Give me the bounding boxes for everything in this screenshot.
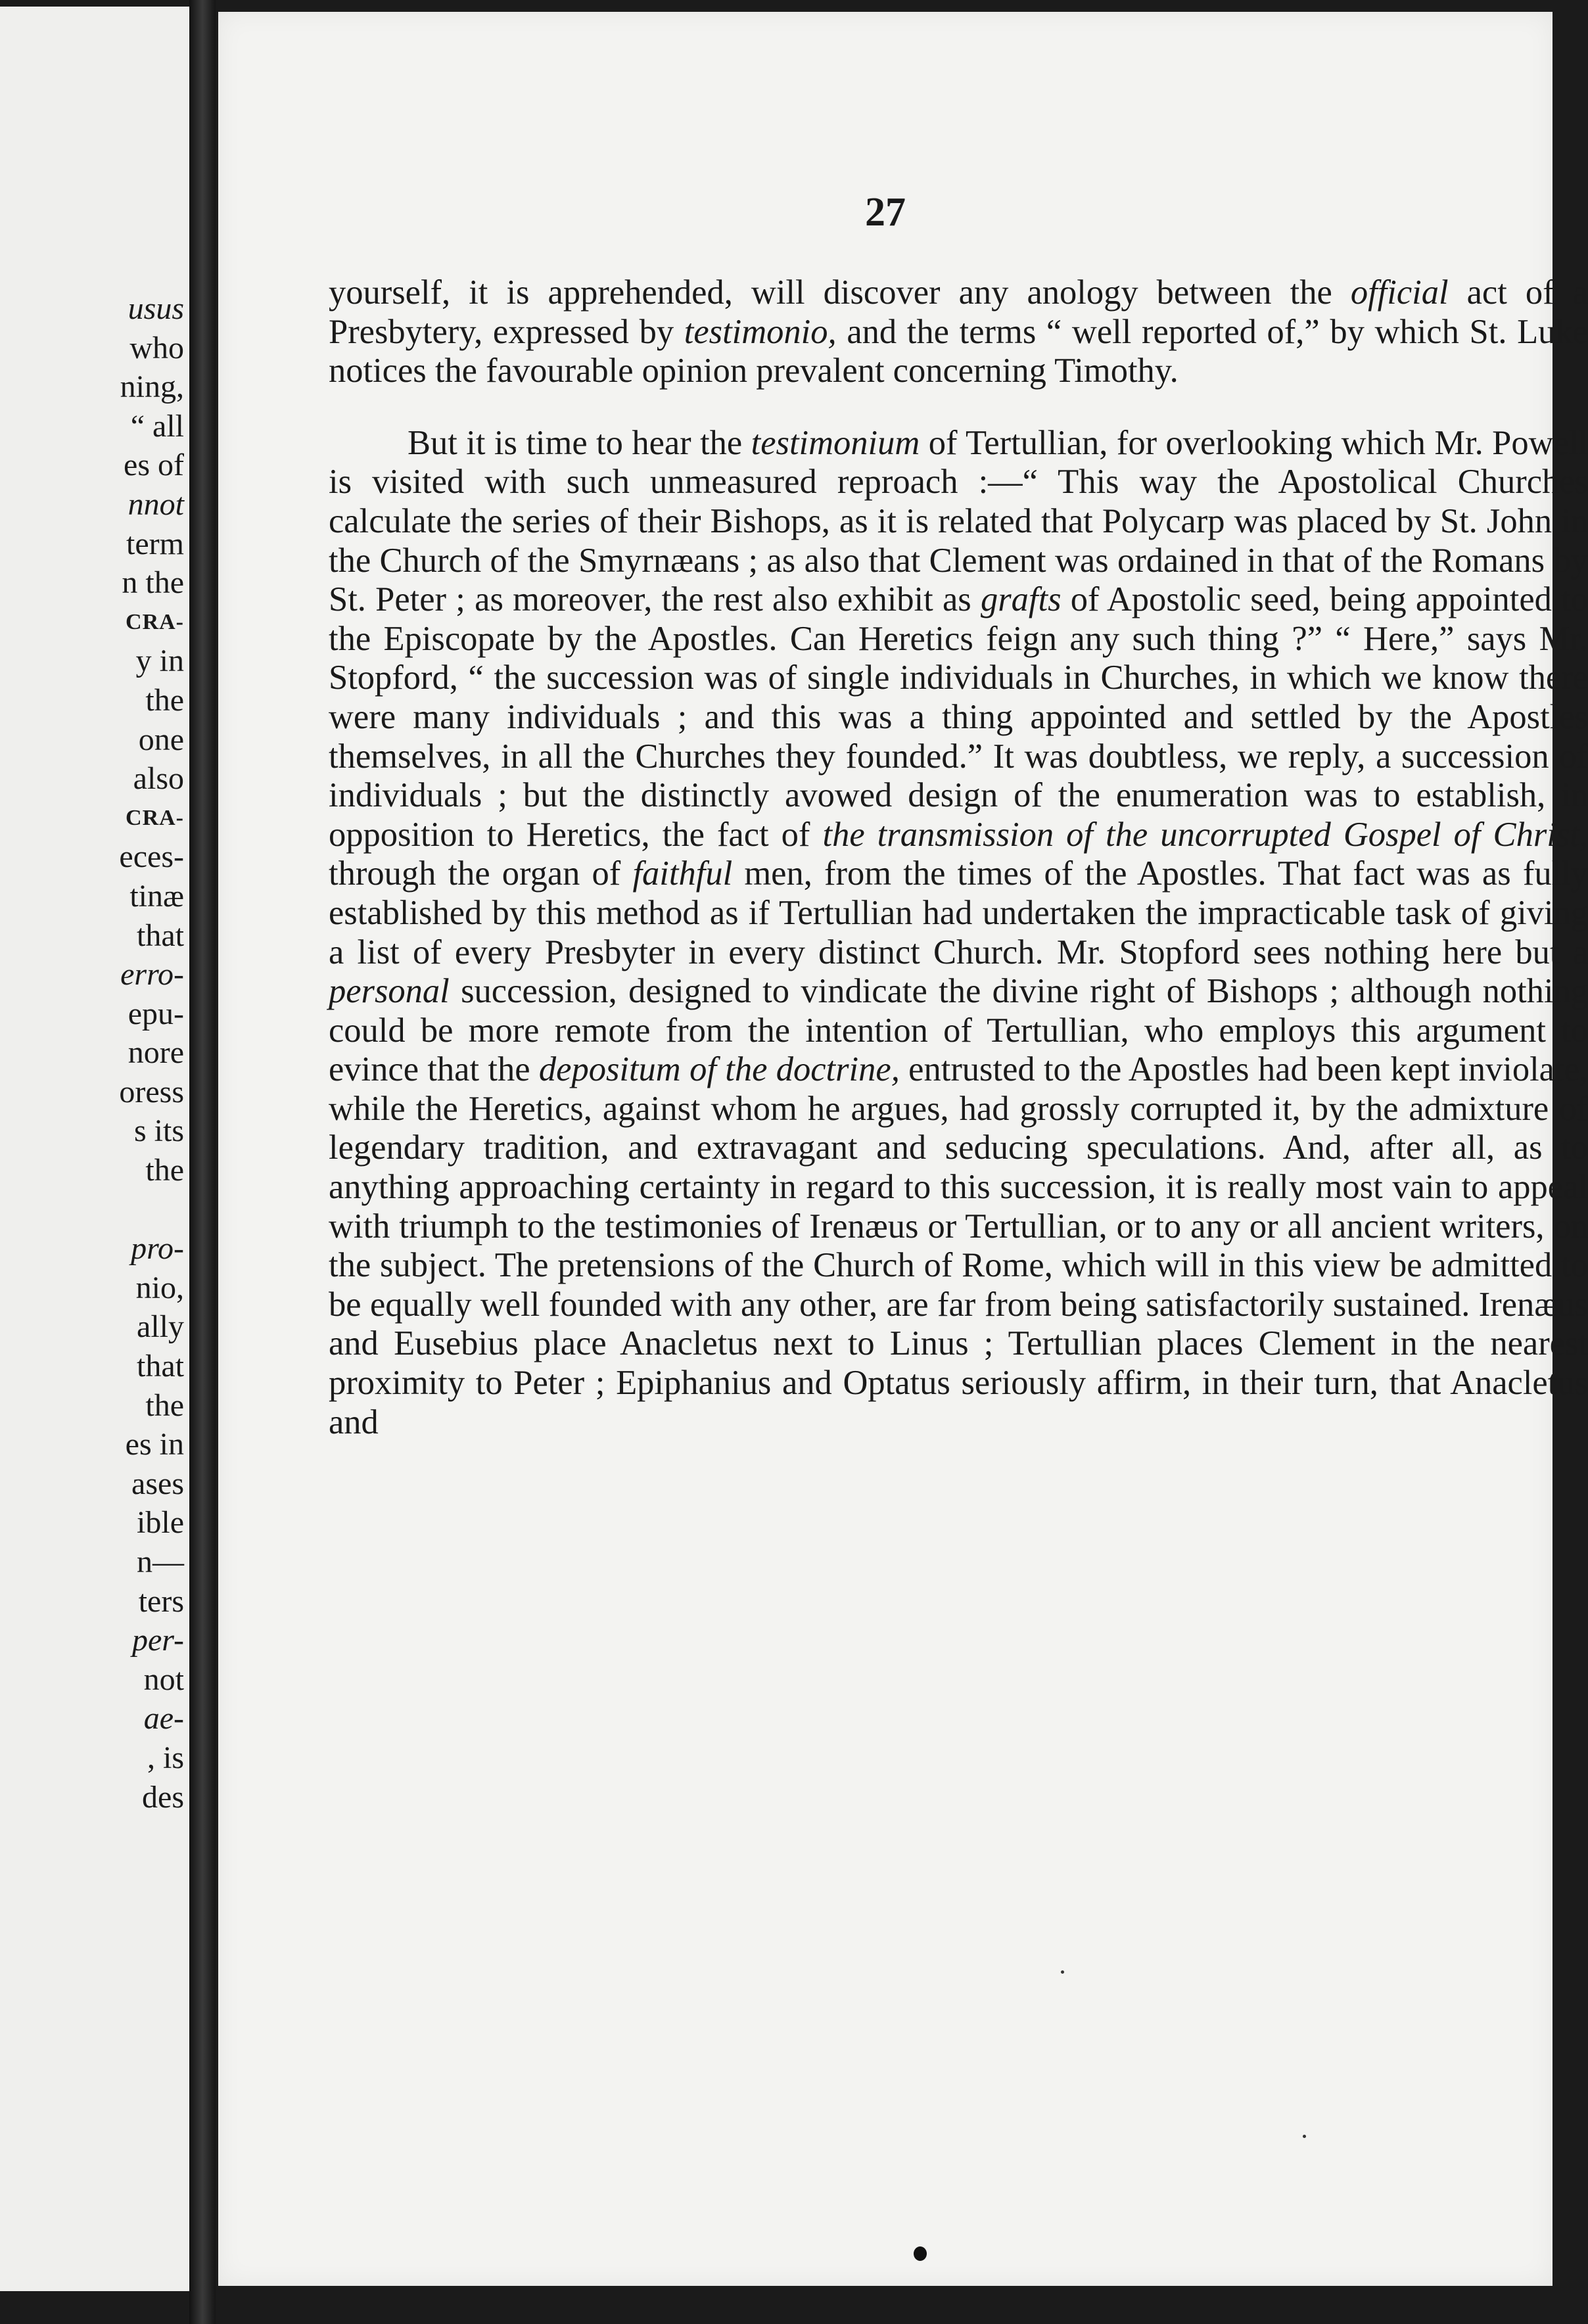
facing-page-fragment: eces- [119,839,184,875]
text-run: and the terms “ well reported of,” by which St. Luke notices the favourable opinion prevalent concerning Timothy. [329,312,1588,390]
italic-text: official [1350,273,1449,312]
ink-dot [914,2246,927,2261]
text-run: of Tertullian, for overlooking which Mr. Powell is visited with such unmeasured reproach :—“ This way the Apostolical Churches calculate the series of their Bishops, as it is related that Polycarp was placed by St. John in the Church of the Smyrnæans ; as also that Clement was ordained in that of the Romans by St. Peter ; as moreover, the rest also exhibit as [329,423,1588,619]
facing-page-fragment: the [145,682,184,718]
facing-page-fragment: ally [137,1309,184,1345]
text-run: act of a Presbytery, expressed by [329,273,1588,351]
facing-page-fragment: n the [122,565,184,601]
facing-page-fragment: that [137,1349,184,1384]
facing-page-fragment: also [133,761,184,797]
facing-page-fragment: y in [135,643,184,679]
facing-page-fragment: pro- [131,1231,184,1267]
facing-page-fragment [0,1190,189,1230]
facing-page-fragment: , is [147,1740,184,1775]
text-run: through the organ of [329,854,633,893]
ink-speck [1061,1970,1064,1974]
italic-text: depositum of the doctrine, [538,1050,900,1089]
facing-page-text-fragments [0,289,189,1817]
facing-page-fragment: nnot [128,486,184,522]
facing-page-fragment: epu- [128,996,184,1031]
facing-page-fragment: es of [124,448,184,483]
facing-page-fragment: CRA- [126,805,184,830]
facing-page-fragment: that [137,918,184,953]
page-number: 27 [865,190,906,235]
text-run: yourself, it is apprehended, will discover any anology between the [329,273,1351,312]
facing-page-edge [0,7,189,2291]
text-run: succession, designed to vindicate the divine right of Bishops ; although nothing could be more remote from the intention of Tertullian, who employs this argument to evince that the [329,972,1588,1089]
italic-text: grafts [980,580,1062,619]
book-gutter [189,0,216,2324]
facing-page-fragment: oress [119,1074,184,1109]
facing-page-fragment: not [143,1662,184,1697]
paragraph [329,424,1588,1442]
facing-page-fragment: ible [137,1505,184,1541]
facing-page-fragment: ases [131,1466,184,1501]
italic-text: testimonio, [684,312,837,351]
facing-page-fragment: s its [133,1113,184,1149]
text-run: But it is time to hear the [408,423,751,462]
body-text [329,273,1588,1442]
italic-text: the transmission of the uncorrupted Gospel of Christ, [822,815,1588,854]
facing-page-fragment: the [145,1387,184,1423]
facing-page-fragment: ae- [143,1701,184,1736]
text-run: entrusted to the Apostles had been kept inviolate, while the Heretics, against whom he argues, had grossly corrupted it, by the admixture of legendary tradition, and extravagant and seducing speculations. And, after all, as to anything approaching certainty in regard to this succession, it is really most vain to appeal with triumph to the testimonies of Irenæus or Tertullian, or to any or all ancient writers, on the subject. The pretensions of the Church of Rome, which will in this view be admitted to be equally well founded with any other, are far from being satisfactorily sustained. Irenæus and Eusebius place Anacletus next to Linus ; Tertullian places Clement in the nearest proximity to Peter ; Epiphanius and Optatus seriously affirm, in their turn, that Anacletus and [329,1050,1588,1441]
facing-page-fragment: es in [125,1427,184,1462]
facing-page-fragment: one [138,722,184,757]
facing-page-fragment: tinæ [129,878,184,914]
facing-page-fragment: “ all [130,408,184,444]
ink-speck [1303,2135,1306,2138]
text-run: of Apostolic seed, being appointed to the Episcopate by the Apostles. Can Heretics feign any such thing ?” “ Here,” says Mr. Stopford, “ the succession was of single individuals in Churches, in which we know there were many individuals ; and this was a thing appointed and settled by the Apostles themselves, in all the Churches they founded.” It was doubtless, we reply, a succession of individuals ; but the distinctly avowed design of the enumeration was to establish, in opposition to Heretics, the fact of [329,580,1588,854]
italic-text: testimonium [751,423,920,462]
facing-page-fragment: usus [128,291,184,326]
facing-page-fragment: who [129,330,184,365]
paragraph [329,273,1588,391]
facing-page-fragment: n— [137,1545,184,1579]
facing-page-fragment: ters [138,1583,184,1619]
italic-text: faithful [632,854,733,893]
facing-page-fragment: ning, [120,369,184,405]
facing-page-fragment: erro- [120,957,184,992]
facing-page-fragment: CRA- [126,609,184,634]
text-run: men, from the times of the Apostles. That fact was as fully established by this method as if Tertullian had undertaken the impracticable task of giving a list of every Presbyter in every distinct Church. Mr. Stopford sees nothing here but a [329,854,1588,971]
italic-text: personal [329,972,450,1011]
facing-page-fragment: the [145,1153,184,1188]
facing-page-fragment: term [126,526,184,561]
facing-page-fragment: nio, [135,1270,184,1305]
facing-page-fragment: per- [131,1623,184,1658]
facing-page-fragment: des [142,1779,184,1815]
facing-page-fragment: nore [128,1035,184,1071]
book-page [218,12,1588,2286]
